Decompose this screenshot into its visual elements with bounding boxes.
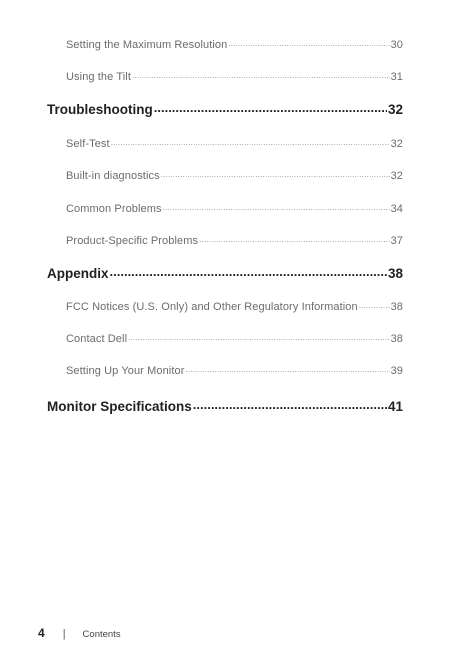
toc-entry-page: 31 bbox=[390, 71, 403, 83]
footer-page-number: 4 bbox=[38, 626, 45, 640]
dot-leader bbox=[154, 100, 387, 114]
toc-entry-title: Troubleshooting bbox=[47, 101, 153, 117]
dot-leader bbox=[110, 264, 387, 278]
toc-entry-page: 38 bbox=[390, 301, 403, 313]
toc-entry-using-the-tilt[interactable] bbox=[66, 69, 403, 83]
toc-entry-page: 39 bbox=[390, 365, 403, 377]
dot-leader bbox=[161, 168, 390, 179]
toc-entry-built-in-diagnostics[interactable] bbox=[66, 168, 403, 182]
toc-entry-page: 38 bbox=[390, 333, 403, 345]
toc-entry-page: 38 bbox=[387, 265, 403, 281]
dot-leader bbox=[193, 397, 387, 411]
toc-entry-product-specific-problems[interactable] bbox=[66, 233, 403, 247]
toc-entry-title: Self-Test bbox=[66, 138, 110, 150]
toc-entry-title: Product-Specific Problems bbox=[66, 235, 199, 247]
toc-entry-title: Monitor Specifications bbox=[47, 398, 192, 414]
toc-entry-contact-dell[interactable] bbox=[66, 331, 403, 345]
dot-leader bbox=[199, 233, 389, 244]
toc-entry-setting-maximum-resolution[interactable] bbox=[66, 37, 403, 51]
footer-separator: | bbox=[62, 628, 66, 640]
dot-leader bbox=[163, 201, 390, 212]
toc-entry-page: 37 bbox=[390, 235, 403, 247]
toc-entry-self-test[interactable] bbox=[66, 136, 403, 150]
toc-entry-page: 34 bbox=[390, 203, 403, 215]
toc-entry-title: FCC Notices (U.S. Only) and Other Regulatory Information bbox=[66, 301, 358, 313]
toc-entry-page: 32 bbox=[390, 170, 403, 182]
toc-entry-title: Built-in diagnostics bbox=[66, 170, 160, 182]
toc-entry-title: Appendix bbox=[47, 265, 109, 281]
toc-entry-setting-up-your-monitor[interactable] bbox=[66, 363, 403, 377]
toc-entry-page: 30 bbox=[390, 39, 403, 51]
page-footer bbox=[38, 626, 121, 640]
dot-leader bbox=[111, 136, 390, 147]
toc-entry-monitor-specifications[interactable] bbox=[47, 397, 403, 414]
toc-entry-title: Setting the Maximum Resolution bbox=[66, 39, 228, 51]
dot-leader bbox=[128, 331, 389, 342]
toc-entry-common-problems[interactable] bbox=[66, 201, 403, 215]
toc-entry-title: Using the Tilt bbox=[66, 71, 131, 83]
toc-entry-page: 32 bbox=[390, 138, 403, 150]
toc-entry-title: Setting Up Your Monitor bbox=[66, 365, 185, 377]
toc-entry-page: 41 bbox=[387, 398, 403, 414]
toc-entry-page: 32 bbox=[387, 101, 403, 117]
toc-entry-title: Common Problems bbox=[66, 203, 162, 215]
dot-leader bbox=[185, 363, 389, 374]
toc-entry-fcc-notices[interactable] bbox=[66, 299, 403, 313]
toc-entry-troubleshooting[interactable] bbox=[47, 100, 403, 117]
footer-section-name: Contents bbox=[82, 629, 121, 640]
toc-entry-title: Contact Dell bbox=[66, 333, 128, 345]
dot-leader bbox=[228, 37, 389, 48]
toc-entry-appendix[interactable] bbox=[47, 264, 403, 281]
dot-leader bbox=[132, 69, 390, 80]
dot-leader bbox=[359, 299, 390, 310]
